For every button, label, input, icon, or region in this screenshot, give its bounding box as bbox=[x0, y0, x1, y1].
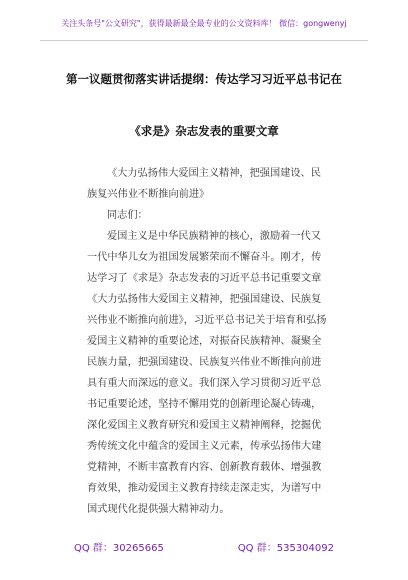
header-notice: 关注头条号"公文研究"，获得最新最全最专业的公文资料库！ 微信：gongwenyj bbox=[61, 19, 347, 28]
footer-qq-group-2: QQ 群：535304092 bbox=[237, 543, 334, 554]
document-title-line-2: 《求是》杂志发表的重要文章 bbox=[129, 124, 279, 138]
salutation: 同志们： bbox=[107, 210, 148, 221]
header-divider bbox=[40, 40, 368, 41]
footer-qq-group-1: QQ 群：30265665 bbox=[73, 543, 164, 554]
document-title-line-1: 第一议题贯彻落实讲话提纲：传达学习习近平总书记在 bbox=[66, 72, 342, 86]
document-body bbox=[87, 163, 327, 520]
quoted-article-title: 《大力弘扬伟大爱国主义精神，把强国建设、民族复兴伟业不断推向前进》 bbox=[87, 168, 321, 200]
footer bbox=[0, 539, 408, 554]
body-paragraph: 爱国主义是中华民族精神的核心，激励着一代又一代中华儿女为祖国发展繁荣而不懈奋斗。刚才，传达学习了《求是》杂志发表的习近平总书记重要文章《大力弘扬伟大爱国主义精神，把强国建设、民族复兴伟业不断推向前进》，习近平总书记关于培育和弘扬爱国主义精神的重要论述，对振奋民族精神、凝聚全民族力量，把强国建设、民族复兴伟业不断推向前进具有重大而深远的意义。我们深入学习贯彻习近平总书记重要论述，坚持不懈用党的创新理论凝心铸魂，深化爱国主义教育研究和爱国主义精神阐释，挖掘优秀传统文化中蕴含的爱国主义元素，传承弘扬伟大建党精神，不断丰富教育内容、创新教育载体、增强教育效果，推动爱国主义教育持续走深走实，为谱写中国式现代化提供强大精神动力。 bbox=[87, 231, 327, 515]
